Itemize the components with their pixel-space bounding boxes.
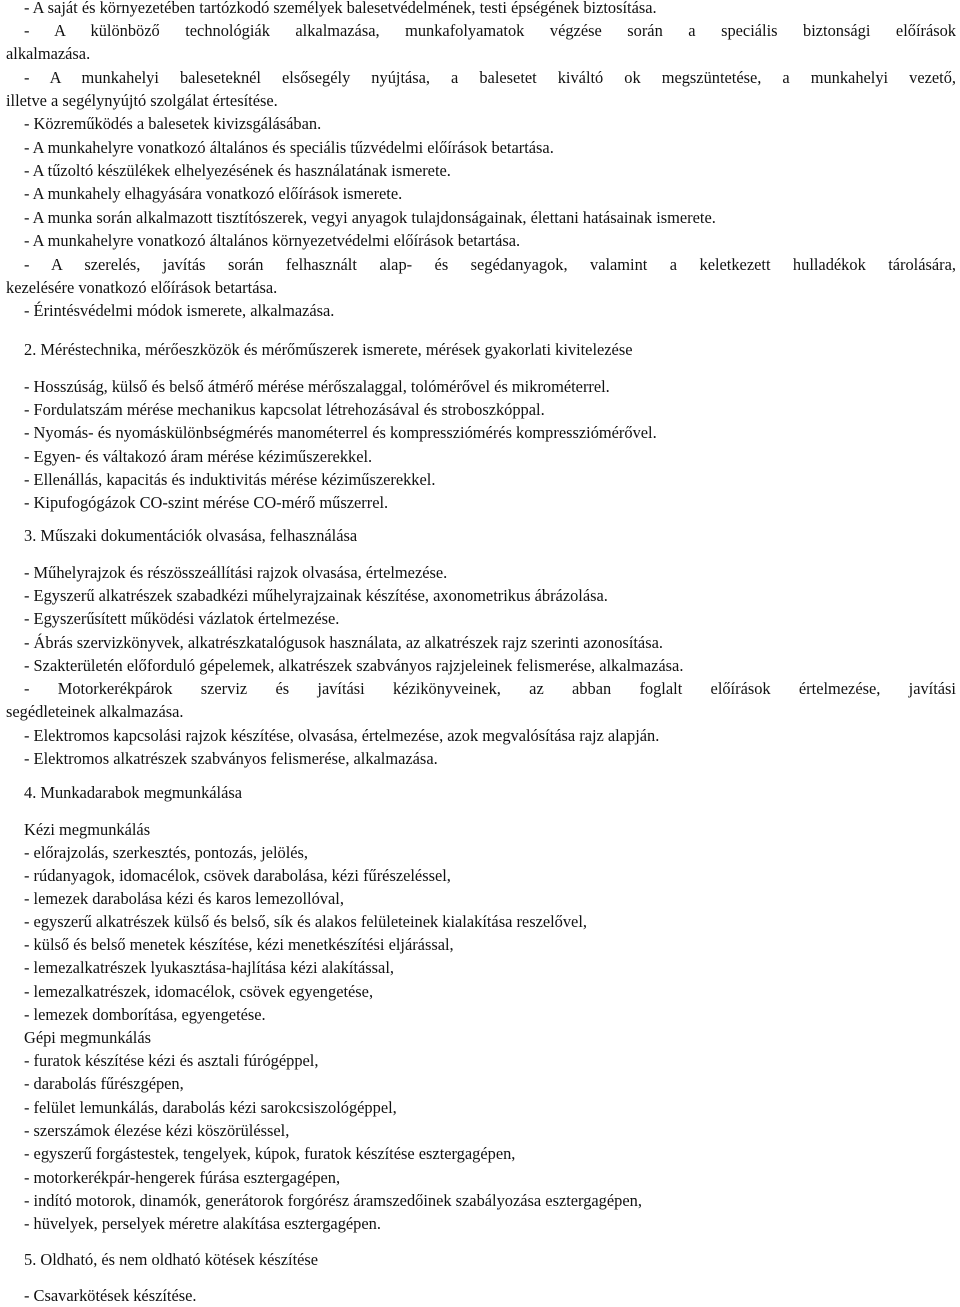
subsection-heading: Gépi megmunkálás <box>24 1028 151 1047</box>
list-item: - lemezalkatrészek lyukasztása-hajlítása kézi alakítással, <box>24 958 394 977</box>
list-item: - Ábrás szervizkönyvek, alkatrészkatalógusok használata, az alkatrészek rajz szerinti azonosítása. <box>24 633 663 652</box>
list-item: - hüvelyek, perselyek méretre alakítása esztergagépen. <box>24 1214 381 1233</box>
list-item: - A munkahely elhagyására vonatkozó előírások ismerete. <box>24 184 403 203</box>
list-item: - Hosszúság, külső és belső átmérő mérése mérőszalaggal, tolómérővel és mikrométerrel. <box>24 377 610 396</box>
list-item: - A munkahelyi baleseteknél elsősegély nyújtása, a balesetet kiváltó ok megszüntetése, a munkahelyi vezető, <box>24 68 956 87</box>
list-item: - Közreműködés a balesetek kivizsgálásában. <box>24 114 322 133</box>
list-item: - egyszerű alkatrészek külső és belső, sík és alakos felületeinek kialakítása reszelővel, <box>24 912 587 931</box>
subsection-heading: Kézi megmunkálás <box>24 820 151 839</box>
list-item-continuation: alkalmazása. <box>6 44 91 63</box>
list-item: - felület lemunkálás, darabolás kézi sarokcsiszológéppel, <box>24 1098 397 1117</box>
list-item: - darabolás fűrészgépen, <box>24 1074 184 1093</box>
list-item: - A munkahelyre vonatkozó általános környezetvédelmi előírások betartása. <box>24 231 521 250</box>
list-item: - Nyomás- és nyomáskülönbségmérés manométerrel és kompressziómérés kompressziómérővel. <box>24 423 657 442</box>
list-item: - külső és belső menetek készítése, kézi menetkészítési eljárással, <box>24 935 454 954</box>
list-item: - egyszerű forgástestek, tengelyek, kúpok, furatok készítése esztergagépen, <box>24 1144 516 1163</box>
list-item: - Kipufogógázok CO-szint mérése CO-mérő műszerrel. <box>24 493 389 512</box>
list-item: - Egyszerűsített működési vázlatok értelmezése. <box>24 609 340 628</box>
list-item: - rúdanyagok, idomacélok, csövek darabolása, kézi fűrészeléssel, <box>24 866 451 885</box>
section-heading: 3. Műszaki dokumentációk olvasása, felhasználása <box>24 526 358 545</box>
section-heading: 5. Oldható, és nem oldható kötések készítése <box>24 1250 319 1269</box>
list-item: - A munka során alkalmazott tisztítószerek, vegyi anyagok tulajdonságainak, élettani hatásainak ismerete. <box>24 208 716 227</box>
list-item: - A szerelés, javítás során felhasznált alap- és segédanyagok, valamint a keletkezett hulladékok tárolására, <box>24 255 956 274</box>
list-item: - szerszámok élezése kézi köszörüléssel, <box>24 1121 290 1140</box>
list-item: - lemezek darabolása kézi és karos lemezollóval, <box>24 889 344 908</box>
list-item: - Egyen- és váltakozó áram mérése kéziműszerekkel. <box>24 447 373 466</box>
list-item: - Műhelyrajzok és részösszeállítási rajzok olvasása, értelmezése. <box>24 563 448 582</box>
list-item: - A saját és környezetében tartózkodó személyek balesetvédelmének, testi épségének biztosítása. <box>24 0 657 17</box>
list-item: - Fordulatszám mérése mechanikus kapcsolat létrehozásával és stroboszkóppal. <box>24 400 545 419</box>
list-item: - motorkerékpár-hengerek fúrása esztergagépen, <box>24 1168 341 1187</box>
list-item: - lemezalkatrészek, idomacélok, csövek egyengetése, <box>24 982 374 1001</box>
list-item: - A munkahelyre vonatkozó általános és speciális tűzvédelmi előírások betartása. <box>24 138 554 157</box>
section-heading: 2. Méréstechnika, mérőeszközök és mérőműszerek ismerete, mérések gyakorlati kivitelezése <box>24 340 633 359</box>
list-item: - Elektromos alkatrészek szabványos felismerése, alkalmazása. <box>24 749 438 768</box>
list-item: - A különböző technológiák alkalmazása, munkafolyamatok végzése során a speciális biztonsági előírások <box>24 21 956 40</box>
list-item: - előrajzolás, szerkesztés, pontozás, jelölés, <box>24 843 308 862</box>
list-item: - Csavarkötések készítése. <box>24 1286 197 1305</box>
list-item: - Szakterületén előforduló gépelemek, alkatrészek szabványos rajzjeleinek felismerése, alkalmazása. <box>24 656 684 675</box>
list-item: - lemezek domborítása, egyengetése. <box>24 1005 266 1024</box>
list-item: - Elektromos kapcsolási rajzok készítése, olvasása, értelmezése, azok megvalósítása rajz alapján. <box>24 726 660 745</box>
list-item-continuation: illetve a segélynyújtó szolgálat értesítése. <box>6 91 278 110</box>
section-heading: 4. Munkadarabok megmunkálása <box>24 783 243 802</box>
list-item: - Érintésvédelmi módok ismerete, alkalmazása. <box>24 301 335 320</box>
list-item-continuation: segédleteinek alkalmazása. <box>6 702 184 721</box>
list-item: - Motorkerékpárok szerviz és javítási kézikönyveinek, az abban foglalt előírások értelmezése, javítási <box>24 679 956 698</box>
list-item-continuation: kezelésére vonatkozó előírások betartása. <box>6 278 278 297</box>
list-item: - Egyszerű alkatrészek szabadkézi műhelyrajzainak készítése, axonometrikus ábrázolása. <box>24 586 608 605</box>
list-item: - Ellenállás, kapacitás és induktivitás mérése kéziműszerekkel. <box>24 470 436 489</box>
list-item: - indító motorok, dinamók, generátorok forgórész áramszedőinek szabályozása esztergagépen, <box>24 1191 642 1210</box>
list-item: - furatok készítése kézi és asztali fúrógéppel, <box>24 1051 319 1070</box>
list-item: - A tűzoltó készülékek elhelyezésének és használatának ismerete. <box>24 161 451 180</box>
